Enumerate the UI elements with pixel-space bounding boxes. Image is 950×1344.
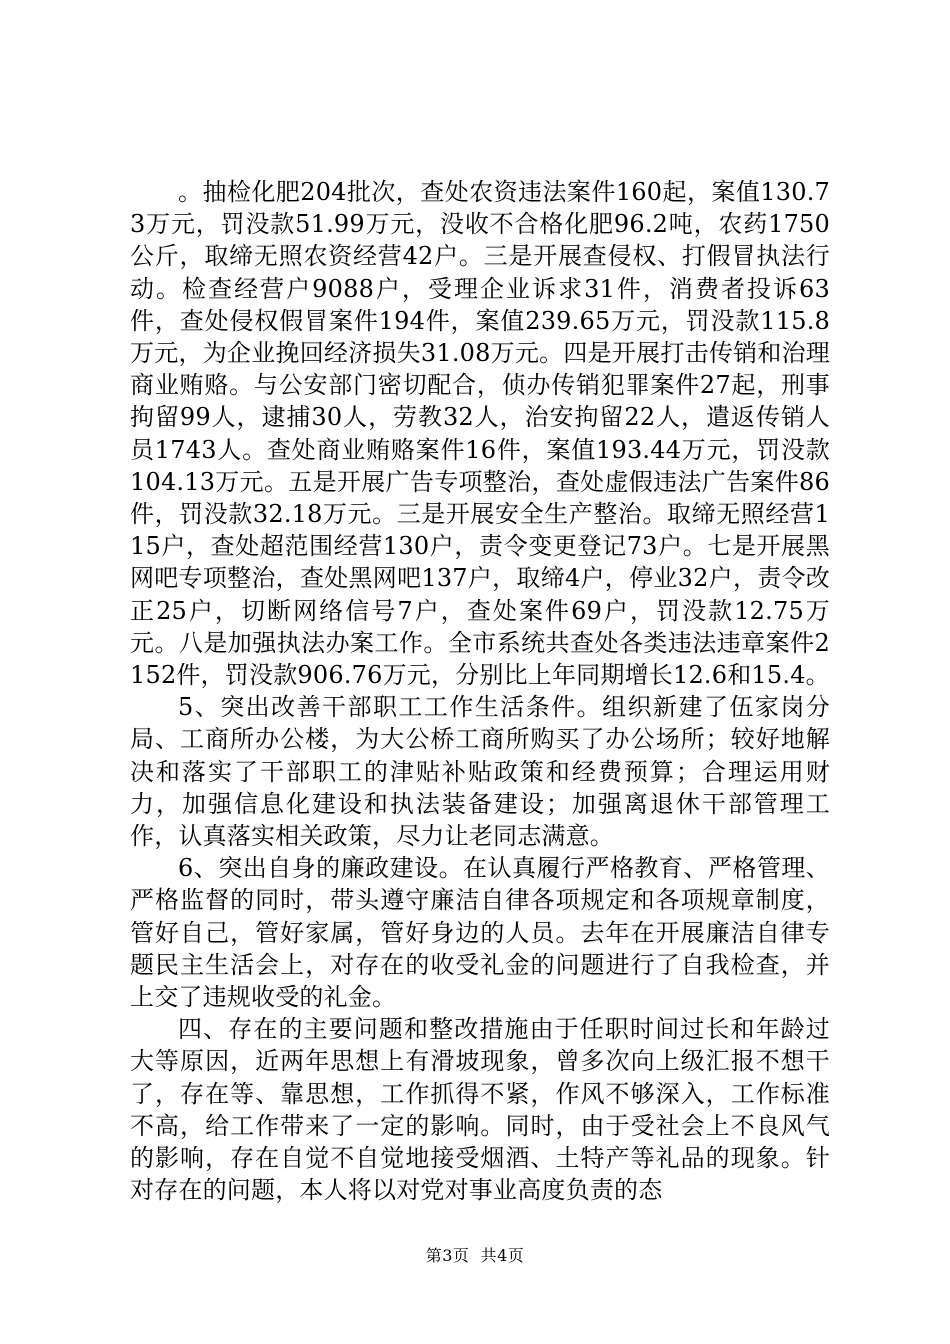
- paragraph-integrity-building: 6、突出自身的廉政建设。在认真履行严格教育、严格管理、严格监督的同时，带头遵守廉洁自律各项规定和各项规章制度，管好自己，管好家属，管好身边的人员。去年在开展廉洁自律专题民主生活会上，对存在的收受礼金的问题进行了自我检查，并上交了违规收受的礼金。: [130, 854, 830, 1012]
- paragraph-enforcement-results: 。抽检化肥204批次，查处农资违法案件160起，案值130.73万元，罚没款51.99万元，没收不合格化肥96.2吨，农药1750公斤，取缔无照农资经营42户。三是开展查侵权、打假冒执法行动。检查经营户9088户，受理企业诉求31件，消费者投诉63件，查处侵权假冒案件194件，案值239.65万元，罚没款115.8万元，为企业挽回经济损失31.08万元。四是开展打击传销和治理商业贿赂。与公安部门密切配合，侦办传销犯罪案件27起，刑事拘留99人，逮捕30人，劳教32人，治安拘留22人，遣返传销人员1743人。查处商业贿赂案件16件，案值193.44万元，罚没款104.13万元。五是开展广告专项整治，查处虚假违法广告案件86件，罚没款32.18万元。三是开展安全生产整治。取缔无照经营115户，查处超范围经营130户，责令变更登记73户。七是开展黑网吧专项整治，查处黑网吧137户，取缔4户，停业32户，责令改正25户，切断网络信号7户，查处案件69户，罚没款12.75万元。八是加强执法办案工作。全市系统共查处各类违法违章案件2152件，罚没款906.76万元，分别比上年同期增长12.6和15.4。: [130, 178, 830, 690]
- page-footer: [0, 1246, 950, 1266]
- paragraph-problems-and-measures: 四、存在的主要问题和整改措施由于任职时间过长和年龄过大等原因，近两年思想上有滑坡现象，曾多次向上级汇报不想干了，存在等、靠思想，工作抓得不紧，作风不够深入，工作标准不高，给工作带来了一定的影响。同时，由于受社会上不良风气的影响，存在自觉不自觉地接受烟酒、土特产等礼品的现象。针对存在的问题，本人将以对党对事业高度负责的态: [130, 1015, 830, 1205]
- paragraph-working-conditions: 5、突出改善干部职工工作生活条件。组织新建了伍家岗分局、工商所办公楼，为大公桥工商所购买了办公场所；较好地解决和落实了干部职工的津贴补贴政策和经费预算；合理运用财力，加强信息化建设和执法装备建设；加强离退休干部管理工作，认真落实相关政策，尽力让老同志满意。: [130, 693, 830, 851]
- page-number: 第3页: [425, 1246, 470, 1265]
- page-total: 共4页: [480, 1246, 525, 1265]
- document-body: [130, 176, 830, 1207]
